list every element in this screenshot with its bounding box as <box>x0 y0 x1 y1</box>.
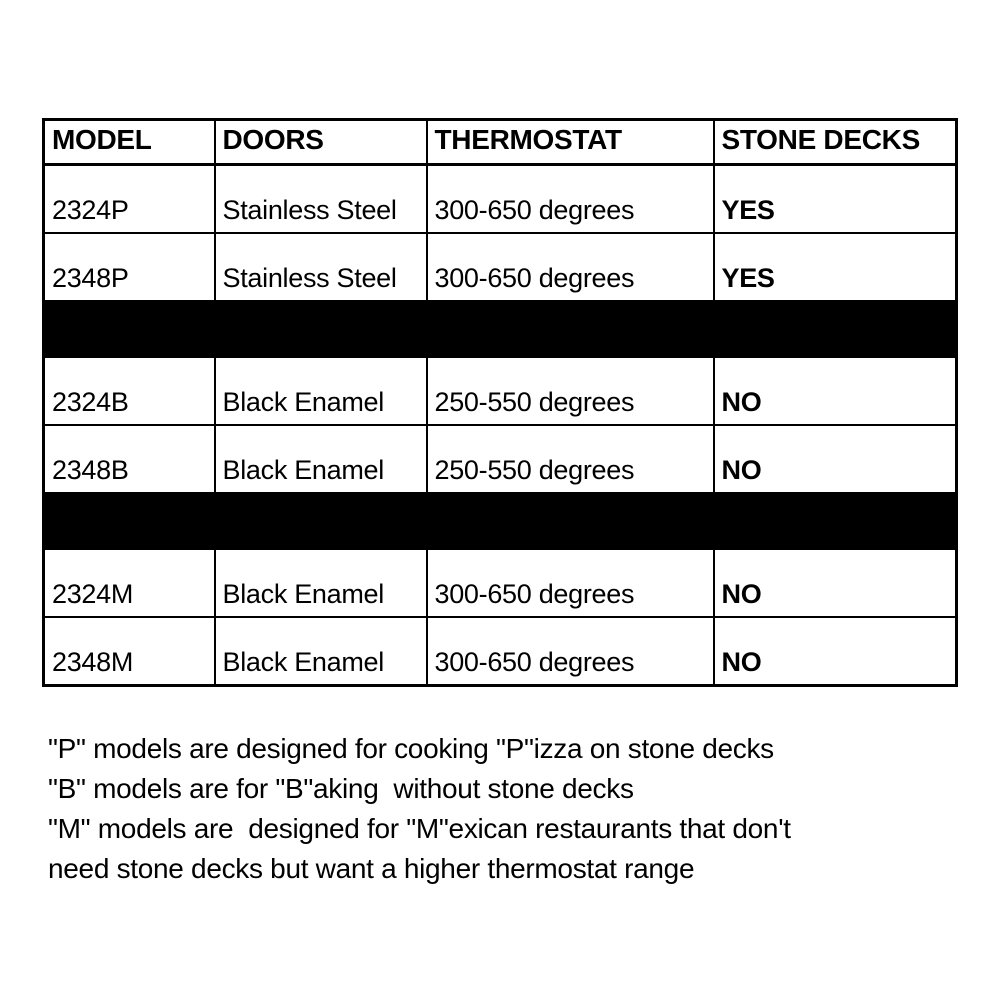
thermostat-cell: 300-650 degrees <box>427 549 714 617</box>
thermostat-cell: 250-550 degrees <box>427 357 714 425</box>
separator-band-fill <box>44 493 957 549</box>
table-row-2348b <box>44 425 957 493</box>
table-row-2324b <box>44 357 957 425</box>
doors-cell: Black Enamel <box>215 549 427 617</box>
stone-decks-cell: YES <box>714 165 957 234</box>
model-cell: 2348P <box>44 233 215 301</box>
column-header-doors: DOORS <box>215 120 427 165</box>
column-header-thermostat: THERMOSTAT <box>427 120 714 165</box>
separator-band <box>44 301 957 357</box>
separator-band <box>44 493 957 549</box>
doors-cell: Stainless Steel <box>215 233 427 301</box>
stone-decks-cell: YES <box>714 233 957 301</box>
thermostat-cell: 250-550 degrees <box>427 425 714 493</box>
thermostat-cell: 300-650 degrees <box>427 233 714 301</box>
note-line-p-models: "P" models are designed for cooking "P"izza on stone decks <box>48 733 774 764</box>
doors-cell: Stainless Steel <box>215 165 427 234</box>
oven-spec-table <box>42 118 958 687</box>
column-header-model: MODEL <box>44 120 215 165</box>
doors-cell: Black Enamel <box>215 617 427 686</box>
table-row-2348p <box>44 233 957 301</box>
doors-cell: Black Enamel <box>215 357 427 425</box>
stone-decks-cell: NO <box>714 357 957 425</box>
column-header-stone-decks: STONE DECKS <box>714 120 957 165</box>
model-cell: 2324P <box>44 165 215 234</box>
doors-cell: Black Enamel <box>215 425 427 493</box>
model-cell: 2324B <box>44 357 215 425</box>
separator-band-fill <box>44 301 957 357</box>
model-cell: 2348B <box>44 425 215 493</box>
stone-decks-cell: NO <box>714 549 957 617</box>
model-cell: 2324M <box>44 549 215 617</box>
table-row-2324p <box>44 165 957 234</box>
table-header-row <box>44 120 957 165</box>
stone-decks-cell: NO <box>714 425 957 493</box>
table-row-2324m <box>44 549 957 617</box>
footnotes <box>48 729 791 889</box>
table-row-2348m <box>44 617 957 686</box>
note-line-m-models: "M" models are designed for "M"exican restaurants that don't <box>48 813 791 844</box>
thermostat-cell: 300-650 degrees <box>427 165 714 234</box>
note-line-b-models: "B" models are for "B"aking without stone decks <box>48 773 634 804</box>
note-line-m-models-cont: need stone decks but want a higher thermostat range <box>48 853 695 884</box>
model-cell: 2348M <box>44 617 215 686</box>
stone-decks-cell: NO <box>714 617 957 686</box>
thermostat-cell: 300-650 degrees <box>427 617 714 686</box>
